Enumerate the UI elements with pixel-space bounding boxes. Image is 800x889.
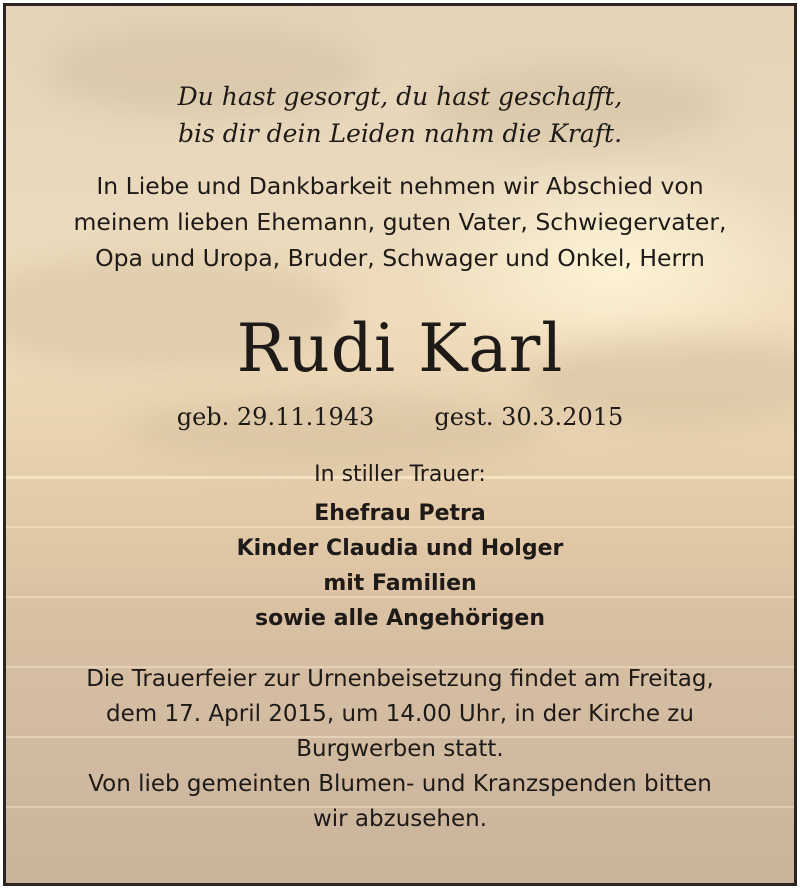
mourner-line: Kinder Claudia und Holger bbox=[236, 536, 564, 561]
notice-content bbox=[6, 6, 794, 883]
intro-line: Opa und Uropa, Bruder, Schwager und Onkel, Herrn bbox=[95, 244, 705, 272]
mourner-line: sowie alle Angehörigen bbox=[254, 606, 546, 631]
mourner-line: Ehefrau Petra bbox=[314, 501, 486, 526]
service-line: Die Trauerfeier zur Urnenbeisetzung findet am Freitag, bbox=[86, 666, 714, 692]
intro-line: meinem lieben Ehemann, guten Vater, Schwiegervater, bbox=[73, 208, 727, 236]
service-line: Burgwerben statt. bbox=[296, 736, 504, 762]
verse bbox=[6, 78, 794, 152]
deceased-name: Rudi Karl bbox=[236, 310, 564, 387]
service-line: Von lieb gemeinten Blumen- und Kranzspenden bitten bbox=[88, 771, 712, 797]
mourning-label: In stiller Trauer: bbox=[314, 462, 486, 487]
birth-date: geb. 29.11.1943 bbox=[176, 403, 375, 431]
intro-text bbox=[6, 168, 794, 276]
life-dates bbox=[6, 400, 794, 434]
mourners-list bbox=[6, 496, 794, 636]
verse-line: Du hast gesorgt, du hast geschafft, bbox=[177, 82, 623, 111]
mourner-line: mit Familien bbox=[323, 571, 477, 596]
intro-line: In Liebe und Dankbarkeit nehmen wir Abschied von bbox=[96, 172, 704, 200]
verse-line: bis dir dein Leiden nahm die Kraft. bbox=[177, 119, 623, 148]
service-line: dem 17. April 2015, um 14.00 Uhr, in der Kirche zu bbox=[106, 701, 694, 727]
service-line: wir abzusehen. bbox=[312, 806, 488, 832]
death-date: gest. 30.3.2015 bbox=[434, 403, 624, 431]
obituary-notice bbox=[3, 3, 797, 886]
service-info bbox=[6, 662, 794, 837]
